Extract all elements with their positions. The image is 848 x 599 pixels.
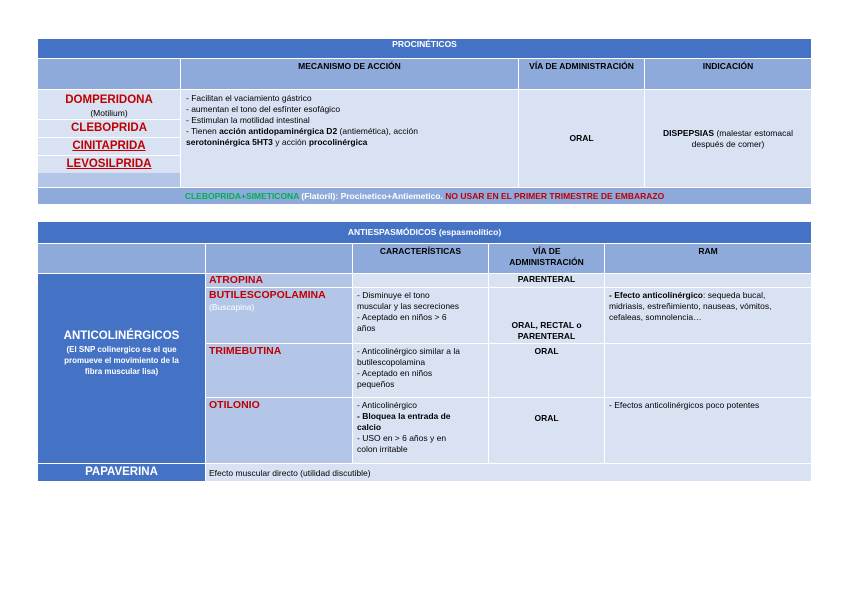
drug-butilescopolamina-brand: (Buscapina) xyxy=(209,302,255,312)
atropina-via: PARENTERAL xyxy=(489,274,605,288)
procineticos-footer-note: CLEBOPRIDA+SIMETICONA (Flatoril): Procinetico+Antiemetico. NO USAR EN EL PRIMER TRIMESTRE DE EMBARAZO xyxy=(38,188,812,205)
trimebutina-via: ORAL xyxy=(489,344,605,398)
header-caracteristicas: CARACTERÍSTICAS xyxy=(353,244,489,274)
mechanism-line-2: - aumentan el tono del esfínter esofágico xyxy=(186,104,341,114)
indication-cell: DISPEPSIAS (malestar estomacal después de comer) xyxy=(645,90,812,188)
via-oral: ORAL xyxy=(519,90,645,188)
drug-atropina: ATROPINA xyxy=(206,274,353,288)
anticolinergicos-group: ANTICOLINÉRGICOS (El SNP colinergico es el que promueve el movimiento de la fibra muscular lisa) xyxy=(38,274,206,464)
otilonio-caracteristicas: - Anticolinérgico - Bloquea la entrada de calcio - USO en > 6 años y en colon irritable xyxy=(353,398,489,464)
butilescopolamina-ram: - Efecto anticolinérgico: sequeda bucal, midriasis, estreñimiento, nauseas, vómitos, cefaleas, somnolencia… xyxy=(605,288,812,344)
trimebutina-ram xyxy=(605,344,812,398)
mechanism-line-3: - Estimulan la motilidad intestinal xyxy=(186,115,310,125)
otilonio-ram: - Efectos anticolinérgicos poco potentes xyxy=(605,398,812,464)
mechanism-line-4: - Tienen acción antidopaminérgica D2 (antiemética), acción xyxy=(186,126,418,136)
header-ram: RAM xyxy=(605,244,812,274)
antiespasmodicos-title: ANTIESPASMÓDICOS (espasmolítico) xyxy=(38,222,812,244)
drug-cinitaprida: CINITAPRIDA xyxy=(38,138,180,156)
procineticos-header-empty xyxy=(38,59,181,90)
atropina-caracteristicas xyxy=(353,274,489,288)
trimebutina-caracteristicas: - Anticolinérgico similar a la butilescopolamina - Aceptado en niños pequeños xyxy=(353,344,489,398)
drug-papaverina: PAPAVERINA xyxy=(38,464,206,482)
butilescopolamina-via: ORAL, RECTAL o PARENTERAL xyxy=(489,288,605,344)
drug-domperidona-brand: (Motilium) xyxy=(90,108,128,118)
antiespasmodicos-header-empty-2 xyxy=(206,244,353,274)
procineticos-title: PROCINÉTICOS xyxy=(38,39,812,59)
header-via-admin: VÍA DE ADMINISTRACIÓN xyxy=(489,244,605,274)
header-via: VÍA DE ADMINISTRACIÓN xyxy=(519,59,645,90)
drug-cleboprida: CLEBOPRIDA xyxy=(38,120,180,138)
atropina-ram xyxy=(605,274,812,288)
mechanism-cell xyxy=(181,90,519,188)
antiespasmodicos-subtitle: (espasmolítico) xyxy=(438,227,502,237)
otilonio-via: ORAL xyxy=(489,398,605,464)
drug-levosilprida: LEVOSILPRIDA xyxy=(38,156,180,173)
mechanism-line-1: - Facilitan el vaciamiento gástrico xyxy=(186,93,312,103)
drug-otilonio: OTILONIO xyxy=(206,398,353,464)
papaverina-description: Efecto muscular directo (utilidad discutible) xyxy=(206,464,812,482)
header-mecanismo: MECANISMO DE ACCIÓN xyxy=(181,59,519,90)
drug-butilescopolamina: BUTILESCOPOLAMINA xyxy=(209,289,326,301)
drug-butilescopolamina-cell xyxy=(206,288,353,344)
anticolinergicos-title: ANTICOLINÉRGICOS xyxy=(63,330,180,342)
antiespasmodicos-table xyxy=(37,221,812,482)
drug-trimebutina: TRIMEBUTINA xyxy=(206,344,353,398)
procineticos-table xyxy=(37,38,812,205)
mechanism-line-5: serotoninérgica 5HT3 y acción procolinérgica xyxy=(186,137,368,147)
header-indicacion: INDICACIÓN xyxy=(645,59,812,90)
antiespasmodicos-header-empty-1 xyxy=(38,244,206,274)
drug-domperidona: DOMPERIDONA (Motilium) xyxy=(38,90,180,120)
butilescopolamina-caracteristicas: - Disminuye el tono muscular y las secreciones - Aceptado en niños > 6 años xyxy=(353,288,489,344)
procineticos-drug-list xyxy=(38,90,181,188)
